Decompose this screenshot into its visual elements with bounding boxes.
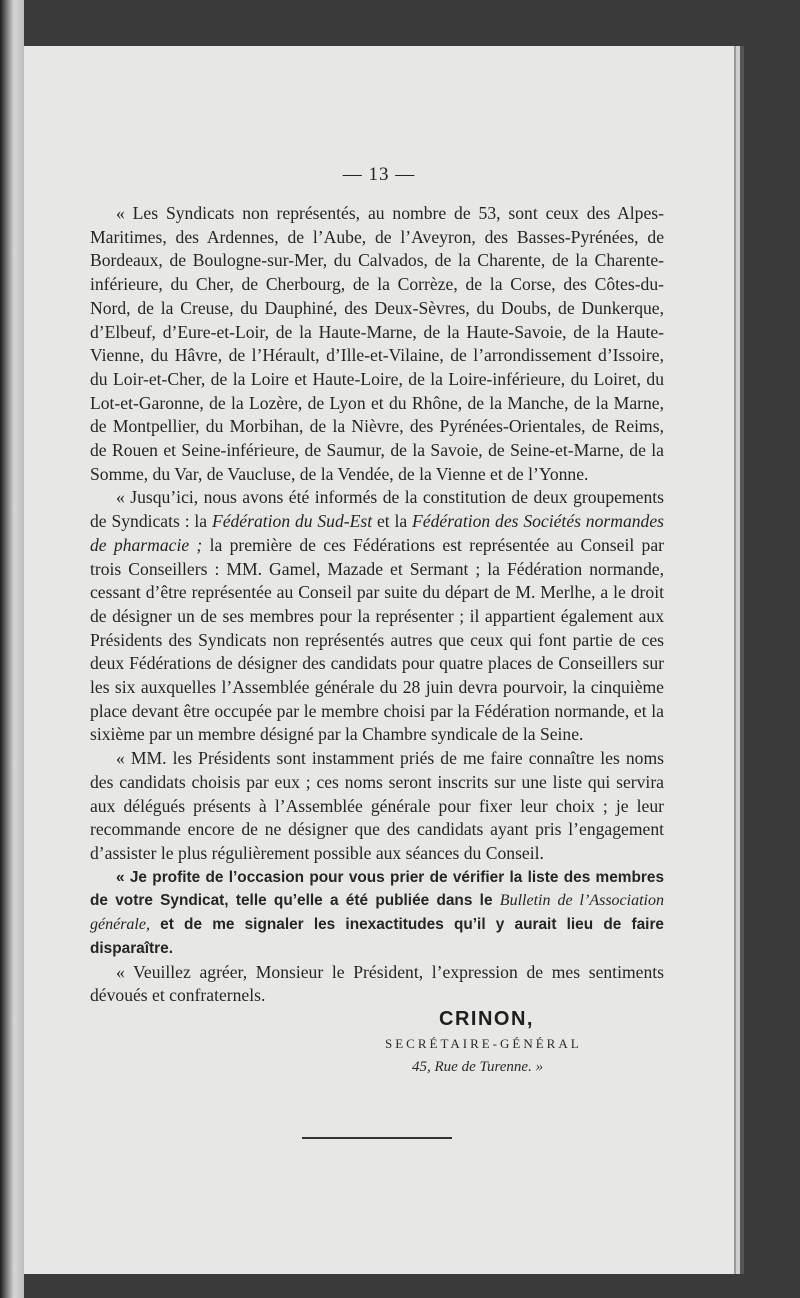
federation-normandes: Fédération des Sociétés normandes de pharmacie ;: [90, 511, 664, 555]
signature-address: 45, Rue de Turenne. »: [412, 1059, 544, 1075]
document-page: [24, 46, 734, 1274]
signature-title: SECRÉTAIRE-GÉNÉRAL: [385, 1036, 582, 1051]
paragraph-federations-text-2: et la: [372, 511, 413, 532]
end-rule: [302, 1137, 452, 1139]
page-number: — 13 —: [342, 164, 416, 185]
paragraph-presidents-request: « MM. les Présidents sont instamment priés de me faire connaître les noms des candidats choisis par eux ; ces noms seront inscrits sur une liste qui servira aux délégués présents à l’Assemblée générale pour fixer leur choix ; je leur recommande encore de ne désigner que des candidats ayant pris l’engagement d’assister le plus régulièrement possible aux séances du Conseil.: [90, 748, 664, 863]
paragraph-verify-list-text-1: « Je profite de l’occasion pour vous prier de vérifier la liste des membres de votre Syndicat, telle qu’elle a été publiée dans le: [90, 868, 664, 910]
paragraph-unrepresented-syndicates: « Les Syndicats non représentés, au nombre de 53, sont ceux des Alpes-Maritimes, des Ardennes, de l’Aube, de l’Aveyron, des Basses-Pyrénées, de Bordeaux, de Boulogne-sur-Mer, du Calvados, de la Charente, de la Charente-inférieure, du Cher, de Cherbourg, de la Corrèze, de la Corse, des Côtes-du-Nord, de la Creuse, du Dauphiné, des Deux-Sèvres, du Doubs, de Dunkerque, d’Elbeuf, d’Eure-et-Loir, de la Haute-Marne, de la Haute-Savoie, de la Haute-Vienne, du Hâvre, de l’Hérault, d’Ille-et-Vilaine, de l’arrondissement d’Issoire, du Loir-et-Cher, de la Loire et Haute-Loire, de la Loire-inférieure, du Loiret, du Lot-et-Garonne, de la Lozère, de Lyon et du Rhône, de la Manche, de la Marne, de Montpellier, du Morbihan, de la Nièvre, des Pyrénées-Orientales, de Reims, de Rouen et Seine-inférieure, de Saumur, de la Savoie, de Seine-et-Marne, de la Somme, du Var, de Vaucluse, de la Vendée, de la Vienne et de l’Yonne.: [90, 203, 664, 484]
paragraph-verify-list-text-2: et de me signaler les inexactitudes qu’il y aurait lieu de faire disparaître.: [90, 916, 664, 957]
adjacent-page-edge: [0, 0, 24, 1298]
federation-sud-est: Fédération du Sud-Est: [211, 511, 373, 532]
paragraph-federations: [90, 486, 664, 747]
signature-name: CRINON,: [439, 1008, 534, 1030]
paragraph-verify-list: [90, 866, 664, 961]
bulletin-title: Bulletin de l’Association générale,: [90, 892, 664, 934]
paragraph-closing: « Veuillez agréer, Monsieur le Président, l’expression de mes sentiments dévoués et confraternels.: [90, 961, 664, 1006]
paragraph-federations-text-1: « Jusqu’ici, nous avons été informés de la constitution de deux groupements de Syndicats : la: [90, 487, 664, 532]
paragraph-federations-text-3: la première de ces Fédérations est représentée au Conseil par trois Conseillers : MM. Gamel, Mazade et Sermant ; la Fédération normande, cessant d’être représentée au Conseil par suite du départ de M. Merlhe, a le droit de désigner un de ses membres pour la représenter ; il appartient également aux Présidents des Syndicats non représentés autres que ceux qui font partie de ces deux Fédérations de désigner des candidats pour quatre places de Conseillers sur les six auxquelles l’Assemblée générale du 28 juin devra pourvoir, la cinquième place devant être occupée par le membre choisi par la Fédération normande, et la sixième par un membre désigné par la Chambre syndicale de la Seine.: [90, 534, 664, 745]
letter-body: [90, 202, 664, 1008]
